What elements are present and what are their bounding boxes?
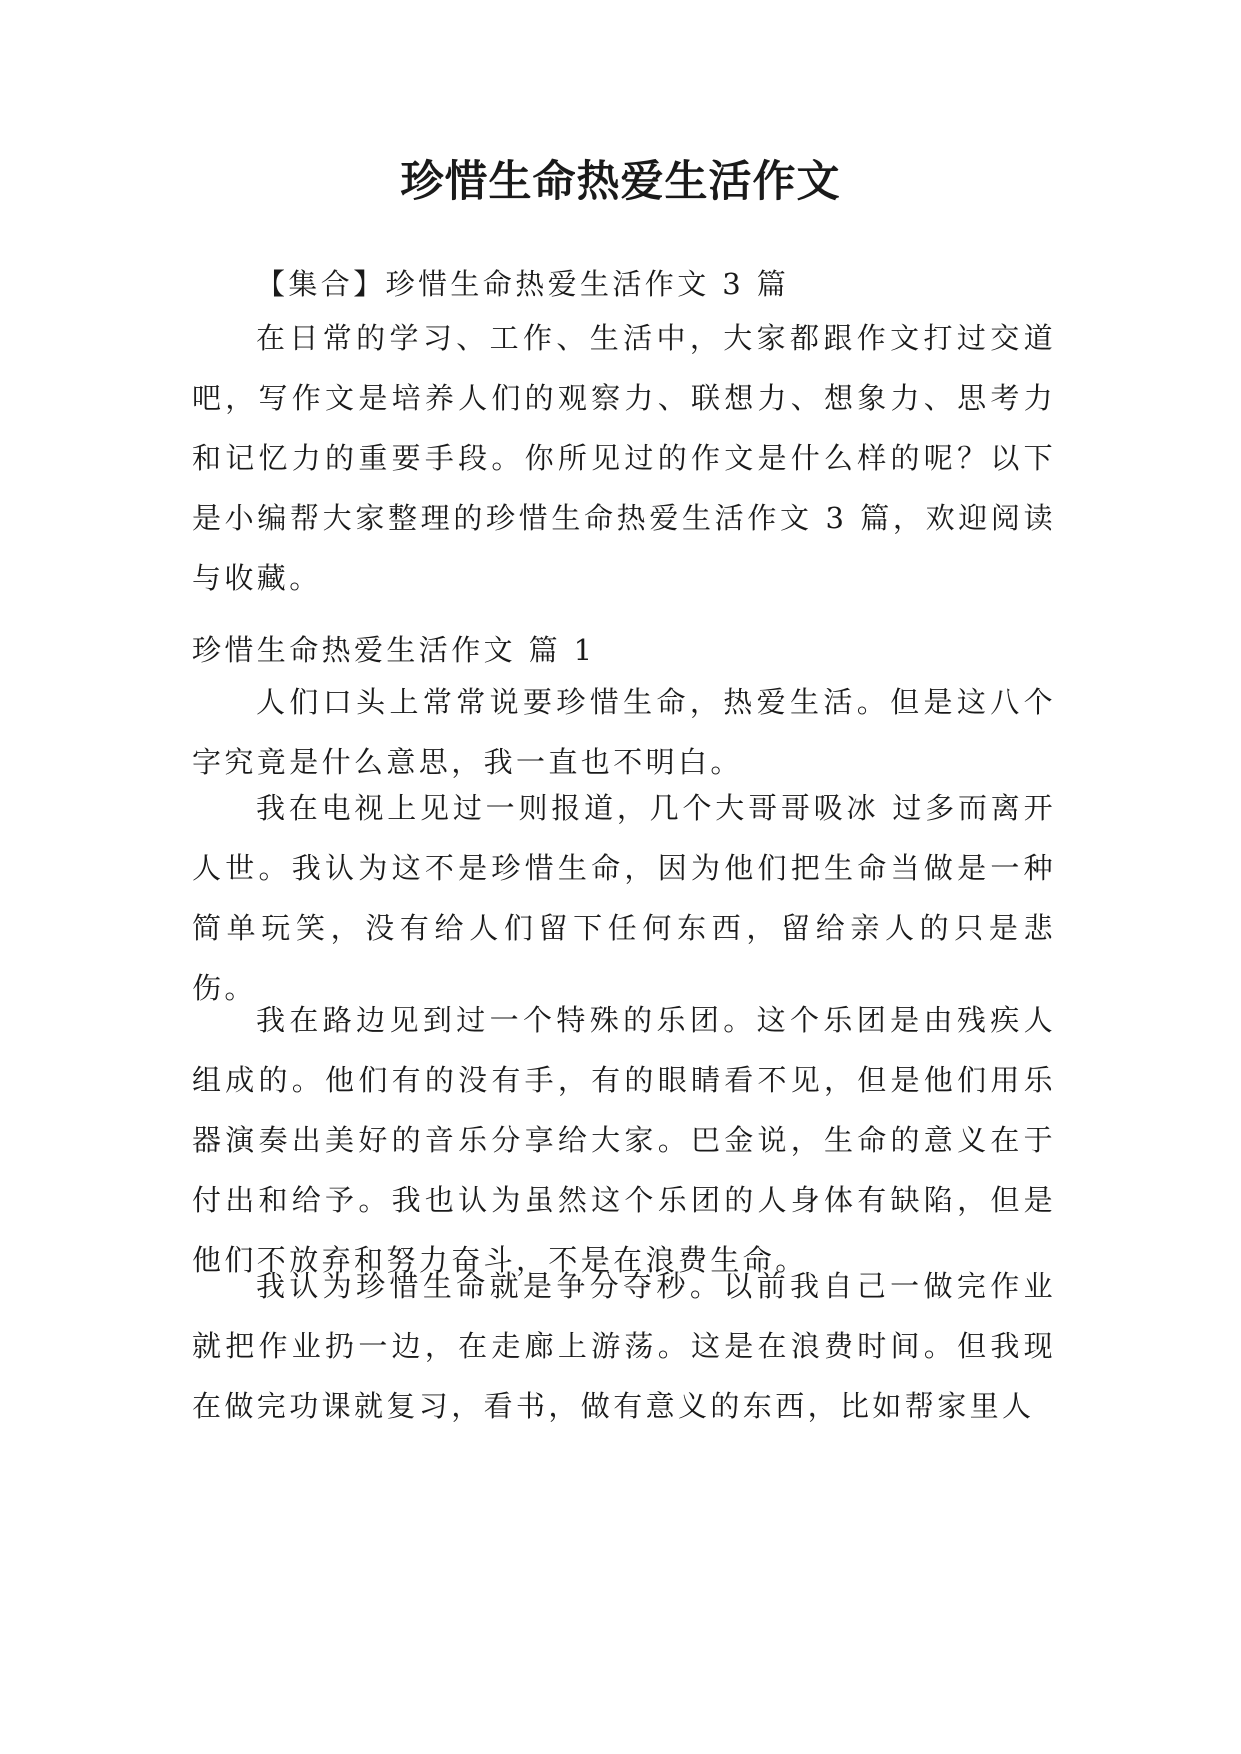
body-paragraph-4: 我认为珍惜生命就是争分夺秒。以前我自己一做完作业就把作业扔一边，在走廊上游荡。这是在浪费时间。但我现在做完功课就复习，看书，做有意义的东西，比如帮家里人 (192, 1269, 1056, 1423)
body-paragraph-2: 我在电视上见过一则报道，几个大哥哥吸冰 过多而离开人世。我认为这不是珍惜生命，因为他们把生命当做是一种简单玩笑，没有给人们留下任何东西，留给亲人的只是悲伤。 (192, 791, 1056, 1005)
body-paragraph-3: 我在路边见到过一个特殊的乐团。这个乐团是由残疾人组成的。他们有的没有手，有的眼睛看不见，但是他们用乐器演奏出美好的音乐分享给大家。巴金说，生命的意义在于付出和给予。我也认为虽然这个乐团的人身体有缺陷，但是他们不放弃和努力奋斗，不是在浪费生命。 (192, 1003, 1056, 1277)
collection-line: 【集合】珍惜生命热爱生活作文 3 篇 (256, 267, 790, 301)
document-title: 珍惜生命热爱生活作文 (400, 157, 841, 207)
section-heading: 珍惜生命热爱生活作文 篇 1 (192, 633, 596, 667)
intro-paragraph: 在日常的学习、工作、生活中，大家都跟作文打过交道吧，写作文是培养人们的观察力、联想力、想象力、思考力和记忆力的重要手段。你所见过的作文是什么样的呢？以下是小编帮大家整理的珍惜生命热爱生活作文 3 篇，欢迎阅读与收藏。 (192, 321, 1056, 595)
body-paragraph-1: 人们口头上常常说要珍惜生命，热爱生活。但是这八个字究竟是什么意思，我一直也不明白。 (192, 685, 1056, 779)
